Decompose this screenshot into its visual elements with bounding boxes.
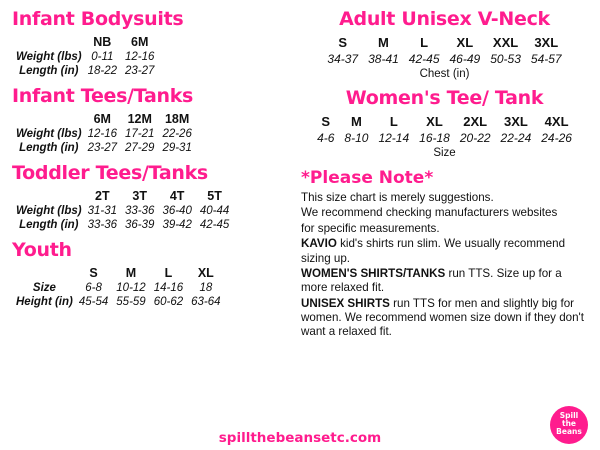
row-label: Length (in) [19, 65, 79, 77]
table-header-row [322, 34, 566, 51]
cell: 8-10 [344, 131, 369, 145]
table-row [12, 50, 158, 64]
table-row [12, 218, 233, 232]
cell: 24-26 [541, 131, 572, 145]
header-cell: XL [426, 114, 443, 129]
cell: 10-12 [116, 282, 146, 294]
table-header-row [312, 113, 577, 130]
size-table [12, 34, 158, 78]
header-cell: L [389, 114, 398, 129]
cell: 18-22 [87, 65, 118, 77]
note-emphasis: KAVIO [301, 237, 337, 251]
size-table [322, 34, 566, 67]
table-row [12, 141, 196, 155]
cell: 33-36 [87, 219, 118, 231]
measure-label: Size [433, 147, 456, 159]
note-paragraph [301, 297, 588, 340]
row-label: Size [32, 282, 56, 294]
table-row [12, 295, 225, 309]
note-paragraph [301, 267, 588, 296]
cell: 36-39 [125, 219, 155, 231]
footer-website: spillthebeansetc.com [218, 430, 382, 446]
header-cell: 18M [164, 112, 190, 126]
cell: 0-11 [91, 51, 114, 63]
header-spacer [12, 34, 84, 50]
cell: 6-8 [85, 282, 102, 294]
cell: 54-57 [530, 52, 562, 66]
cell: 38-41 [368, 52, 399, 66]
note-line: We recommend checking manufacturers websites [301, 206, 558, 220]
header-cell: L [164, 266, 173, 280]
cell: 4-6 [317, 131, 335, 145]
row-label: Weight (lbs) [16, 51, 82, 63]
row-label: Length (in) [19, 142, 79, 154]
header-cell: 6M [93, 112, 111, 126]
header-cell: M [351, 114, 362, 129]
size-table [312, 113, 577, 146]
header-cell: 3XL [503, 114, 528, 129]
header-cell: 4XL [544, 114, 569, 129]
brand-logo [534, 406, 592, 448]
size-table [12, 265, 225, 309]
note-text: run TTS. Size up for a more relaxed fit. [301, 266, 562, 295]
row-label: Height (in) [16, 296, 73, 308]
cell: 23-27 [125, 65, 155, 77]
table-header-row [12, 188, 233, 204]
note-text: kid's shirts run slim. We usually recommend sizing up. [301, 237, 566, 265]
cell: 40-44 [199, 205, 230, 217]
header-spacer [12, 188, 84, 204]
section-title: Women's Tee/ Tank [345, 87, 544, 109]
table-header-row [12, 265, 225, 281]
cell: 34-37 [327, 52, 359, 66]
header-cell: 4T [169, 189, 185, 203]
cell: 50-53 [490, 52, 521, 66]
table-row [12, 64, 158, 78]
cell: 12-14 [378, 131, 410, 145]
cell: 22-26 [162, 128, 192, 140]
section-adult-unisex-v-neck [301, 10, 588, 80]
header-cell: NB [93, 35, 112, 49]
cell: 20-22 [459, 131, 491, 145]
header-spacer [12, 265, 75, 281]
header-cell: 2XL [463, 114, 488, 129]
header-cell: 3T [132, 189, 148, 203]
header-cell: M [125, 266, 137, 280]
size-table [12, 111, 196, 155]
cell: 45-54 [78, 296, 109, 308]
cell: 55-59 [116, 296, 146, 308]
table-header-row [12, 34, 158, 50]
header-cell: 5T [207, 189, 222, 203]
cell: 33-36 [125, 205, 155, 217]
section-title: Infant Bodysuits [12, 8, 184, 30]
cell: 29-31 [162, 142, 192, 154]
cell: 46-49 [449, 52, 481, 66]
cell: 12-16 [125, 51, 155, 63]
cell: 14-16 [153, 282, 184, 294]
header-cell: XL [197, 266, 214, 280]
table-row [312, 130, 577, 146]
note-emphasis: UNISEX SHIRTS [301, 296, 390, 310]
table-header-row [12, 111, 196, 127]
header-cell: S [338, 35, 348, 50]
cell: 16-18 [419, 131, 450, 145]
section-youth [12, 241, 295, 309]
cell: 27-29 [125, 142, 155, 154]
section-womens-tee-tank [301, 89, 588, 159]
header-cell: 12M [127, 112, 152, 126]
note-text: run TTS for men and slightly big for women. We recommend women size down if they don't want a relaxed fit. [301, 296, 584, 339]
cell: 36-40 [162, 205, 192, 217]
cell: 31-31 [87, 205, 118, 217]
cell: 17-21 [125, 128, 155, 140]
section-title: Adult Unisex V-Neck [339, 8, 550, 30]
header-spacer [12, 111, 84, 127]
header-cell: 2T [95, 189, 110, 203]
cell: 60-62 [153, 296, 184, 308]
header-cell: XXL [492, 35, 519, 50]
note-body [301, 191, 588, 340]
note-emphasis: WOMEN'S SHIRTS/TANKS [301, 266, 446, 280]
size-table [12, 188, 233, 232]
cell: 23-27 [87, 142, 118, 154]
header-cell: S [89, 266, 98, 280]
header-cell: L [420, 35, 429, 50]
header-cell: 3XL [534, 35, 559, 50]
please-note-block [301, 168, 588, 340]
row-label: Length (in) [19, 219, 79, 231]
cell: 39-42 [162, 219, 192, 231]
note-title: *Please Note* [301, 168, 434, 188]
table-row [12, 204, 233, 218]
header-cell: S [321, 114, 331, 129]
header-cell: 6M [131, 35, 149, 49]
table-row [12, 281, 225, 295]
cell: 18 [199, 282, 213, 294]
section-toddler-tees-tanks [12, 164, 295, 232]
header-cell: XL [456, 35, 474, 50]
cell: 42-45 [408, 52, 440, 66]
note-paragraph [301, 237, 588, 266]
note-line: for specific measurements. [301, 221, 440, 235]
cell: 12-16 [87, 128, 118, 140]
measure-label: Chest (in) [419, 68, 470, 80]
cell: 22-24 [500, 131, 532, 145]
table-row [12, 127, 196, 141]
note-line: This size chart is merely suggestions. [301, 191, 494, 204]
section-infant-tees-tanks [12, 87, 295, 155]
section-title: Toddler Tees/Tanks [12, 162, 208, 184]
header-cell: M [378, 35, 389, 50]
left-column [12, 10, 295, 450]
section-infant-bodysuits [12, 10, 295, 78]
section-title: Infant Tees/Tanks [12, 85, 194, 107]
right-column [301, 10, 588, 450]
row-label: Weight (lbs) [16, 128, 82, 140]
table-row [322, 51, 566, 67]
cell: 63-64 [191, 296, 221, 308]
section-title: Youth [12, 239, 72, 261]
logo-text: Spill the Beans [556, 411, 582, 437]
cell: 42-45 [199, 219, 230, 231]
row-label: Weight (lbs) [16, 205, 82, 217]
